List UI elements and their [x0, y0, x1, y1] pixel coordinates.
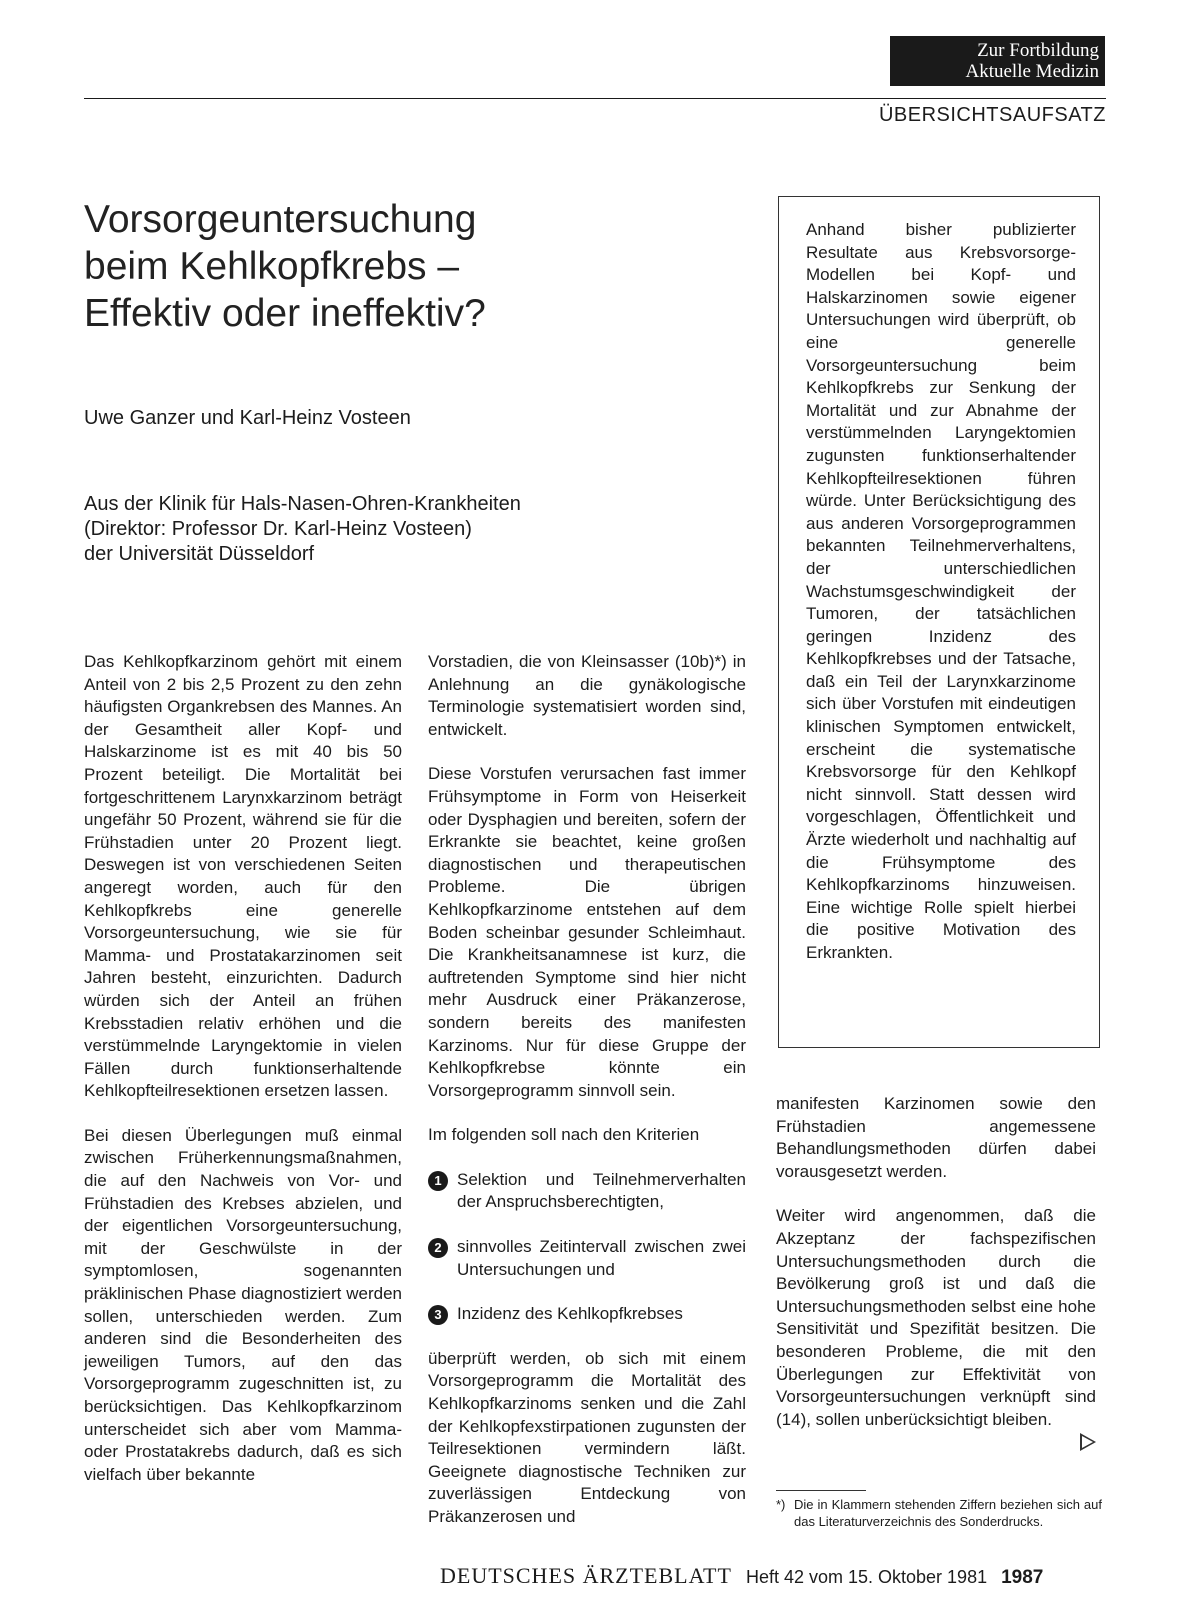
number-badge-1: 1 [428, 1171, 448, 1191]
header-rule [84, 98, 1106, 99]
abstract-text: Anhand bisher publizierter Resultate aus Krebsvorsorge-Modellen bei Kopf- und Halskarzinomen sowie eigener Untersuchungen wird überprüft, ob eine generelle Vorsorgeuntersuchung beim Kehlkopfkrebs zur Senkung der Mortalität und zur Abnahme der verstümmelnden Laryngektomien zugunsten funktionserhaltender Kehlkopfteilresektionen führen würde. Unter Berücksichtigung des aus anderen Vorsorgeprogrammen bekannten Teilnehmerverhaltens, der unterschiedlichen Wachstumsgeschwindigkeit der Tumoren, der tatsächlichen geringen Inzidenz des Kehlkopfkrebses und der Tatsache, daß ein Teil der Larynxkarzinome sich über Vorstufen mit eindeutigen klinischen Symptomen entwickelt, erscheint die systematische Krebsvorsorge für den Kehlkopf nicht sinnvoll. Statt dessen wird vorgeschlagen, Öffentlichkeit und Ärzte wiederholt und nachhaltig auf die Frühsymptome des Kehlkopfkarzinoms hinzuweisen. Eine wichtige Rolle spielt hierbei die positive Motivation des Erkrankten. [806, 220, 1076, 962]
title-line-1: Vorsorgeuntersuchung [84, 198, 477, 241]
paragraph: überprüft werden, ob sich mit einem Vorsorgeprogramm die Mortalität des Kehlkopfkarzinoms senken und die Zahl der Kehlkopfexstirpationen zugunsten der Teilresektionen vermindern läßt. Geeignete diagnostische Techniken zur zuverlässigen Entdeckung von Präkanzerosen und [428, 1348, 746, 1526]
category-tag-line-2: Aktuelle Medizin [965, 61, 1099, 82]
body-column-3 [776, 1093, 1096, 1453]
footnote-text: Die in Klammern stehenden Ziffern beziehen sich auf das Literaturverzeichnis des Sonderdrucks. [794, 1497, 1102, 1529]
criterion-3 [428, 1303, 746, 1326]
criterion-text: Inzidenz des Kehlkopfkrebses [457, 1304, 683, 1324]
number-badge-2: 2 [428, 1238, 448, 1258]
paragraph: Im folgenden soll nach den Kriterien [428, 1125, 700, 1145]
article-title [84, 196, 704, 337]
affiliation-line-1: Aus der Klinik für Hals-Nasen-Ohren-Krankheiten [84, 493, 521, 515]
criterion-1 [428, 1169, 746, 1214]
page-footer [440, 1563, 1043, 1589]
body-column-1 [84, 651, 402, 1508]
affiliation [84, 492, 521, 567]
paragraph: Das Kehlkopfkarzinom gehört mit einem Anteil von 2 bis 2,5 Prozent zu den zehn häufigsten Organkrebsen des Mannes. An der Gesamtheit aller Kopf- und Halskarzinome ist es mit 40 bis 50 Prozent beteiligt. Die Mortalität bei fortgeschrittenem Larynxkarzinom beträgt ungefähr 50 Prozent, während sie für die Frühstadien unter 20 Prozent liegt. Deswegen ist von verschiedenen Seiten angeregt worden, auch für den Kehlkopfkrebs eine generelle Vorsorgeuntersuchung, wie sie für Mamma- und Prostatakarzinomen seit Jahren besteht, einzurichten. Dadurch würden sich der Anteil an frühen Krebsstadien relativ erhöhen und die verstümmelnde Laryngektomie in vielen Fällen durch funktionserhaltende Kehlkopfteilresektionen ersetzen lassen. [84, 652, 402, 1101]
paragraph: Weiter wird angenommen, daß die Akzeptanz der fachspezifischen Untersuchungsmethoden durch die Bevölkerung groß ist und daß die Untersuchungsmethoden selbst eine hohe Sensitivität und Spezifität besitzen. Die besonderen Probleme, die mit den Überlegungen zur Effektivität von Vorsorgeuntersuchungen verknüpft sind (14), sollen unberücksichtigt bleiben. [776, 1206, 1096, 1429]
criterion-text: Selektion und Teilnehmerverhalten der Anspruchsberechtigten, [457, 1169, 746, 1212]
paragraph: Bei diesen Überlegungen muß einmal zwischen Früherkennungsmaßnahmen, die auf den Nachweis von Vor- und Frühstadien des Krebses abzielen, und der eigentlichen Vorsorgeuntersuchung, mit der Geschwülste in der symptomlosen, sogenannten präklinischen Phase diagnostiziert werden sollen, unterschieden werden. Zum anderen sind die Besonderheiten des jeweiligen Tumors, auf den das Vorsorgeprogramm zugeschnitten ist, zu berücksichtigen. Das Kehlkopfkarzinom unterscheidet sich aber vom Mamma- oder Prostatakrebs dadurch, daß es sich vielfach über bekannte [84, 1125, 402, 1484]
paragraph: Diese Vorstufen verursachen fast immer Frühsymptome in Form von Heiserkeit oder Dysphagien und bereiten, sofern der Erkrankte sie beachtet, keine großen diagnostischen und therapeutischen Probleme. Die übrigen Kehlkopfkarzinome entstehen auf dem Boden scheinbar gesunder Schleimhaut. Die Krankheitsanamnese ist kurz, die auftretenden Symptome sind hier nicht mehr Ausdruck einer Präkanzerose, sondern bereits des manifesten Karzinoms. Nur für diese Gruppe der Kehlkopfkrebse könnte ein Vorsorgeprogramm sinnvoll sein. [428, 764, 746, 1100]
journal-name: DEUTSCHES ÄRZTEBLATT [440, 1563, 732, 1588]
criterion-text: sinnvolles Zeitintervall zwischen zwei Untersuchungen und [457, 1237, 746, 1279]
affiliation-line-2: (Direktor: Professor Dr. Karl-Heinz Vosteen) [84, 518, 472, 540]
number-badge-3: 3 [428, 1305, 448, 1325]
criterion-2 [428, 1236, 746, 1281]
paragraph: manifesten Karzinomen sowie den Frühstadien angemessene Behandlungsmethoden dürfen dabei vorausgesetzt werden. [776, 1094, 1096, 1181]
category-tag-line-1: Zur Fortbildung [977, 40, 1099, 61]
section-label: ÜBERSICHTSAUFSATZ [878, 104, 1106, 126]
authors: Uwe Ganzer und Karl-Heinz Vosteen [84, 407, 411, 429]
title-line-3: Effektiv oder ineffektiv? [84, 292, 486, 335]
body-column-2 [428, 651, 746, 1551]
continue-arrow-icon [1080, 1433, 1096, 1451]
footnote-mark: *) [776, 1497, 786, 1512]
paragraph: Vorstadien, die von Kleinsasser (10b)*) in Anlehnung an die gynäkologische Terminologie systematisiert worden sind, entwickelt. [428, 652, 746, 739]
affiliation-line-3: der Universität Düsseldorf [84, 543, 315, 565]
footnote-rule [776, 1490, 866, 1491]
title-line-2: beim Kehlkopfkrebs – [84, 245, 460, 288]
footnote [776, 1497, 1102, 1530]
page-number: 1987 [1001, 1567, 1044, 1588]
issue-info: Heft 42 vom 15. Oktober 1981 [745, 1567, 988, 1587]
abstract [806, 219, 1076, 965]
category-tag [890, 36, 1105, 86]
